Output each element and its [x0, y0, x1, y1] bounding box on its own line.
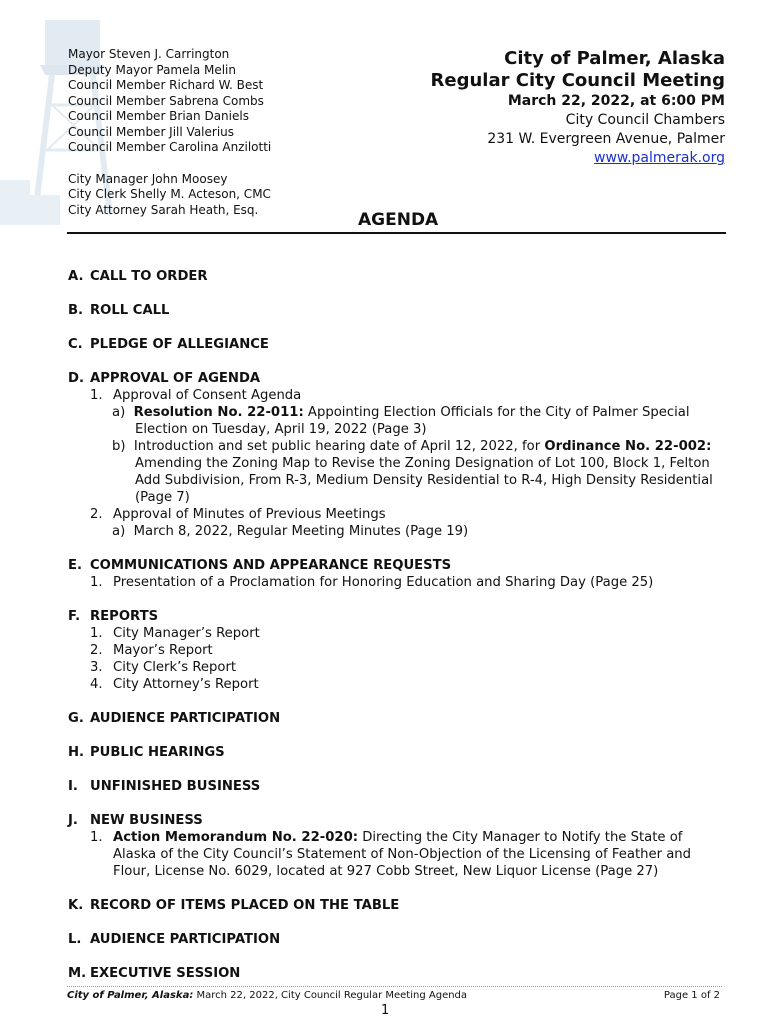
page-reference: (Page 7): [135, 490, 190, 505]
section-title: AUDIENCE PARTICIPATION: [90, 711, 281, 726]
section-title: REPORTS: [90, 609, 159, 624]
section-title: UNFINISHED BUSINESS: [90, 779, 261, 794]
staff-member: City Manager John Moosey: [68, 171, 228, 186]
page-reference: (Page 25): [590, 575, 654, 590]
memorandum-number: Action Memorandum No. 22-020:: [113, 830, 359, 845]
page-reference: (Page 3): [371, 422, 427, 437]
list-item: a) Resolution No. 22-011: Appointing Election Officials for the City of Palmer Special Election on Tuesday, April 19, 2022 (Page 3): [112, 405, 690, 437]
official: Council Member Sabrena Combs: [68, 93, 264, 108]
list-item: 1. Presentation of a Proclamation for Honoring Education and Sharing Day (Page 25): [90, 575, 654, 590]
official: Council Member Carolina Anzilotti: [68, 140, 272, 154]
staff-member: City Clerk Shelly M. Acteson, CMC: [68, 187, 271, 201]
section-communications: E. COMMUNICATIONS AND APPEARANCE REQUESTS 1. Presentation of a Proclamation for Honoring Education and Sharing Day (Page 25): [68, 557, 728, 591]
official: Deputy Mayor Pamela Melin: [68, 62, 236, 77]
section-record-of-items: K. RECORD OF ITEMS PLACED ON THE TABLE: [68, 898, 400, 913]
section-title: APPROVAL OF AGENDA: [90, 371, 261, 386]
official: Mayor Steven J. Carrington: [68, 47, 230, 61]
officials-list: [68, 47, 271, 218]
section-call-to-order: A. CALL TO ORDER: [68, 269, 208, 284]
page-reference: (Page 27): [595, 864, 659, 879]
section-reports: F. REPORTS 1. City Manager’s Report 2. Mayor’s Report 3. City Clerk’s Report 4. City Attorney’s Report: [68, 608, 728, 693]
list-item: 2. Mayor’s Report: [90, 643, 213, 658]
footer-divider: [67, 986, 722, 987]
meeting-type: Regular City Council Meeting: [430, 70, 725, 91]
section-unfinished-business: I. UNFINISHED BUSINESS: [68, 779, 261, 794]
list-item: 4. City Attorney’s Report: [90, 677, 259, 692]
official: Council Member Brian Daniels: [68, 109, 249, 123]
section-pledge: C. PLEDGE OF ALLEGIANCE: [68, 337, 269, 352]
meeting-address: 231 W. Evergreen Avenue, Palmer: [487, 131, 725, 147]
section-title: PLEDGE OF ALLEGIANCE: [90, 337, 269, 352]
official: Council Member Jill Valerius: [68, 124, 235, 139]
header-divider: [67, 232, 726, 234]
section-audience-participation-2: L. AUDIENCE PARTICIPATION: [68, 932, 281, 947]
list-item: 3. City Clerk’s Report: [90, 660, 237, 675]
section-audience-participation: G. AUDIENCE PARTICIPATION: [68, 711, 281, 726]
section-public-hearings: H. PUBLIC HEARINGS: [68, 745, 225, 760]
page-reference: (Page 19): [404, 524, 469, 539]
footer-page-count: Page 1 of 2: [663, 990, 720, 1001]
meeting-datetime: March 22, 2022, at 6:00 PM: [507, 93, 725, 109]
page-number: 1: [381, 1003, 390, 1018]
section-title: NEW BUSINESS: [90, 813, 203, 828]
city-name: City of Palmer, Alaska: [504, 48, 725, 69]
section-roll-call: B. ROLL CALL: [68, 303, 170, 318]
list-item: a) March 8, 2022, Regular Meeting Minutes (Page 19): [112, 524, 469, 539]
footer-citation: City of Palmer, Alaska: March 22, 2022, City Council Regular Meeting Agenda: [67, 990, 468, 1001]
agenda-body: [68, 268, 728, 999]
section-executive-session: M. EXECUTIVE SESSION: [68, 966, 241, 981]
section-title: PUBLIC HEARINGS: [90, 745, 225, 760]
section-approval-of-agenda: D. APPROVAL OF AGENDA 1. Approval of Consent Agenda a) Resolution No. 22-011: Appointing Election Officials for the City of Palmer Special Election on Tuesday, April 19, 2022 (Page 3) b) Introduction and set public hearing date of April 12, 2022, for Ordinance No. 22-002: Amending the Zoning Map to Revise the Zoning Designation of Lot 100, Block 1, Felton Add Subdivision, From R-3, Medium Density Residential to R-4, High Density Residential (Page 7) 2. Approval of Minutes of Previous Meetings a) March 8, 2022, Regular Meeting Minutes (Page 19): [68, 370, 728, 540]
section-title: RECORD OF ITEMS PLACED ON THE TABLE: [90, 898, 400, 913]
section-title: CALL TO ORDER: [90, 269, 208, 284]
official: Council Member Richard W. Best: [68, 78, 264, 92]
agenda-title: AGENDA: [358, 210, 439, 230]
website-link[interactable]: www.palmerak.org: [594, 150, 725, 166]
list-item: 1. Action Memorandum No. 22-020: Directing the City Manager to Notify the State of Alaska of the City Council’s Statement of Non-Objection of the Licensing of Feather and Flour, License No. 6029, located at 927 Cobb Street, New Liquor License (Page 27): [90, 830, 692, 879]
section-title: EXECUTIVE SESSION: [90, 966, 241, 981]
section-title: AUDIENCE PARTICIPATION: [90, 932, 281, 947]
list-item: 2. Approval of Minutes of Previous Meetings: [90, 507, 386, 522]
list-item: 1. City Manager’s Report: [90, 626, 260, 641]
staff-member: City Attorney Sarah Heath, Esq.: [68, 202, 259, 217]
list-item: 1. Approval of Consent Agenda: [90, 388, 302, 403]
resolution-number: Resolution No. 22-011:: [133, 405, 304, 420]
meeting-venue: City Council Chambers: [565, 112, 725, 128]
section-title: ROLL CALL: [90, 303, 170, 318]
section-new-business: J. NEW BUSINESS 1. Action Memorandum No. 22-020: Directing the City Manager to Notify the State of Alaska of the City Council’s Statement of Non-Objection of the Licensing of Feather and Flour, License No. 6029, located at 927 Cobb Street, New Liquor License (Page 27): [68, 812, 728, 880]
ordinance-number: Ordinance No. 22-002:: [544, 439, 712, 454]
meeting-info: [431, 48, 726, 168]
list-item: b) Introduction and set public hearing date of April 12, 2022, for Ordinance No. 22-002: Amending the Zoning Map to Revise the Zoning Designation of Lot 100, Block 1, Felton Add Subdivision, From R-3, Medium Density Residential to R-4, High Density Residential (Page 7): [112, 439, 713, 505]
section-title: COMMUNICATIONS AND APPEARANCE REQUESTS: [90, 558, 452, 573]
